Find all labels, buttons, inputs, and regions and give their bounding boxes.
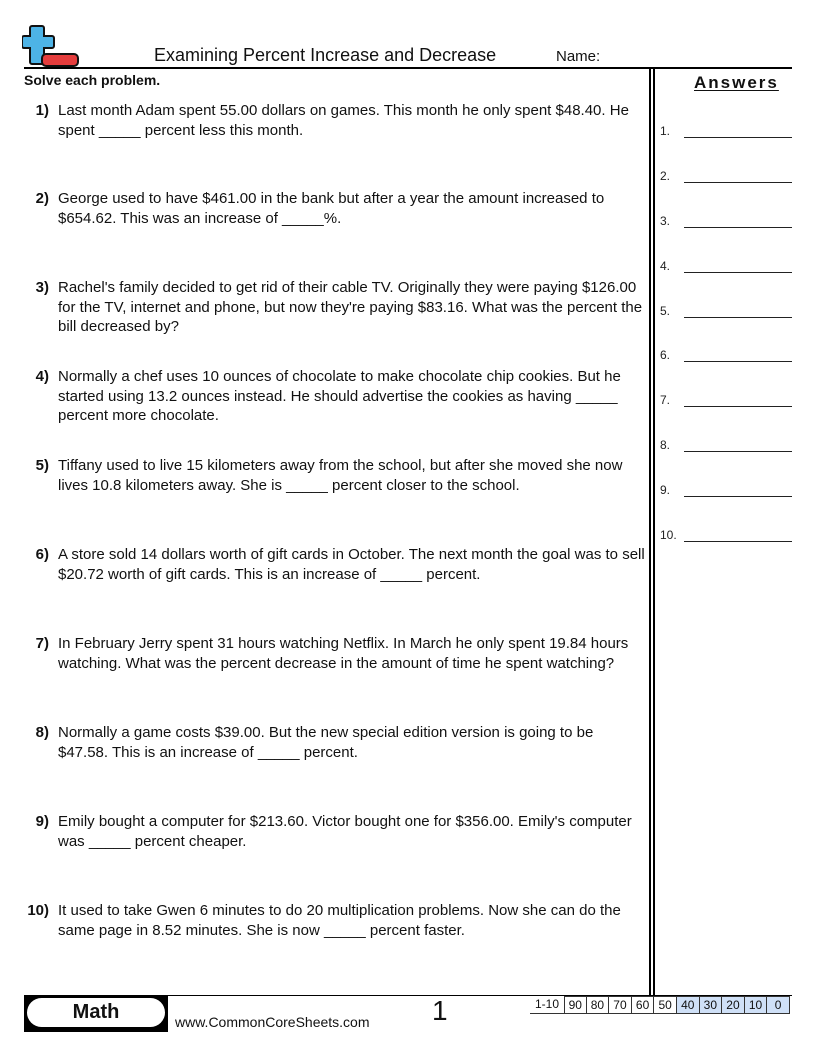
- answer-number: 6.: [660, 348, 671, 362]
- answer-blank[interactable]: [684, 227, 792, 228]
- subject-badge: [24, 995, 168, 1032]
- problem-number: 5): [35, 457, 49, 474]
- column-divider: [649, 68, 651, 996]
- answer-number: 3.: [660, 214, 671, 228]
- answer-number: 7.: [660, 393, 671, 407]
- problem-text: A store sold 14 dollars worth of gift cards in October. The next month the goal was to sell $20.72 worth of gift cards. This is an increase of _____ percent.: [58, 546, 645, 583]
- answer-number: 8.: [660, 438, 671, 452]
- problem-item: [24, 367, 646, 426]
- score-cell: 10: [745, 996, 768, 1014]
- score-cell: 20: [722, 996, 745, 1014]
- problem-text: In February Jerry spent 31 hours watching Netflix. In March he only spent 19.84 hours watching. What was the percent decrease in the amount of time he spent watching?: [58, 635, 629, 672]
- site-url[interactable]: www.CommonCoreSheets.com: [175, 1014, 370, 1030]
- score-cell: 80: [587, 996, 610, 1014]
- problem-text: Emily bought a computer for $213.60. Victor bought one for $356.00. Emily's computer was _____ percent cheaper.: [58, 813, 632, 850]
- answer-blank[interactable]: [684, 541, 792, 542]
- subject-label: Math: [27, 998, 165, 1027]
- problem-item: [24, 101, 646, 140]
- answer-number: 5.: [660, 304, 671, 318]
- answer-slot[interactable]: [660, 432, 792, 452]
- problem-number: 1): [35, 102, 49, 119]
- answer-slot[interactable]: [660, 253, 792, 273]
- problem-item: [24, 456, 646, 495]
- answer-number: 9.: [660, 483, 671, 497]
- problem-text: Normally a game costs $39.00. But the new special edition version is going to be $47.58. This is an increase of _____ percent.: [58, 724, 594, 761]
- problem-item: [24, 901, 646, 940]
- problem-number: 9): [35, 813, 49, 830]
- answer-number: 4.: [660, 259, 671, 273]
- answer-blank[interactable]: [684, 406, 792, 407]
- problem-number: 8): [35, 724, 49, 741]
- problem-text: Normally a chef uses 10 ounces of chocolate to make chocolate chip cookies. But he started using 13.2 ounces instead. He should advertise the cookies as having _____ percent more chocolate.: [58, 368, 621, 424]
- answer-blank[interactable]: [684, 451, 792, 452]
- problem-number: 2): [35, 190, 49, 207]
- header-divider: [24, 67, 792, 69]
- answer-blank[interactable]: [684, 317, 792, 318]
- score-cell: 50: [654, 996, 677, 1014]
- answer-slot[interactable]: [660, 387, 792, 407]
- problem-number: 7): [35, 635, 49, 652]
- answer-blank[interactable]: [684, 272, 792, 273]
- score-table: [530, 996, 790, 1014]
- score-cell: 0: [767, 996, 790, 1014]
- answer-blank[interactable]: [684, 137, 792, 138]
- score-cell: 70: [609, 996, 632, 1014]
- answer-slot[interactable]: [660, 163, 792, 183]
- problem-item: [24, 723, 646, 762]
- answer-slot[interactable]: [660, 522, 792, 542]
- score-range-label: 1-10: [530, 996, 564, 1014]
- problem-item: [24, 189, 646, 228]
- answer-number: 1.: [660, 124, 671, 138]
- answer-number: 10.: [660, 528, 677, 542]
- answer-slot[interactable]: [660, 477, 792, 497]
- answer-blank[interactable]: [684, 496, 792, 497]
- problem-number: 10): [27, 902, 49, 919]
- instructions: Solve each problem.: [24, 72, 161, 88]
- problem-item: [24, 278, 646, 337]
- problem-text: George used to have $461.00 in the bank but after a year the amount increased to $654.62. This was an increase of _____%.: [58, 190, 605, 227]
- problem-number: 3): [35, 279, 49, 296]
- problem-item: [24, 812, 646, 851]
- score-cell: 30: [700, 996, 723, 1014]
- answer-blank[interactable]: [684, 361, 792, 362]
- page-number: 1: [432, 995, 448, 1026]
- answer-blank[interactable]: [684, 182, 792, 183]
- answer-slot[interactable]: [660, 118, 792, 138]
- answer-slot[interactable]: [660, 342, 792, 362]
- problem-item: [24, 545, 646, 584]
- score-cell: 40: [677, 996, 700, 1014]
- score-cell: 90: [564, 996, 587, 1014]
- answer-slot[interactable]: [660, 298, 792, 318]
- column-divider: [653, 68, 655, 996]
- problem-item: [24, 634, 646, 673]
- answer-number: 2.: [660, 169, 671, 183]
- worksheet-title: Examining Percent Increase and Decrease: [154, 45, 497, 65]
- answers-heading: Answers: [694, 73, 779, 92]
- problem-text: Tiffany used to live 15 kilometers away from the school, but after she moved she now lives 10.8 kilometers away. She is _____ percent closer to the school.: [58, 457, 623, 494]
- name-label: Name:: [556, 48, 601, 65]
- problem-text: It used to take Gwen 6 minutes to do 20 multiplication problems. Now she can do the same page in 8.52 minutes. She is now _____ percent faster.: [58, 902, 621, 939]
- problem-text: Last month Adam spent 55.00 dollars on games. This month he only spent $48.40. He spent _____ percent less this month.: [58, 102, 629, 139]
- problem-number: 4): [35, 368, 49, 385]
- problem-number: 6): [35, 546, 49, 563]
- score-cell: 60: [632, 996, 655, 1014]
- problem-text: Rachel's family decided to get rid of their cable TV. Originally they were paying $126.00 for the TV, internet and phone, but now they're paying $83.16. What was the percent the bill decreased by?: [58, 279, 643, 335]
- plus-minus-logo-icon: [22, 24, 80, 68]
- answer-slot[interactable]: [660, 208, 792, 228]
